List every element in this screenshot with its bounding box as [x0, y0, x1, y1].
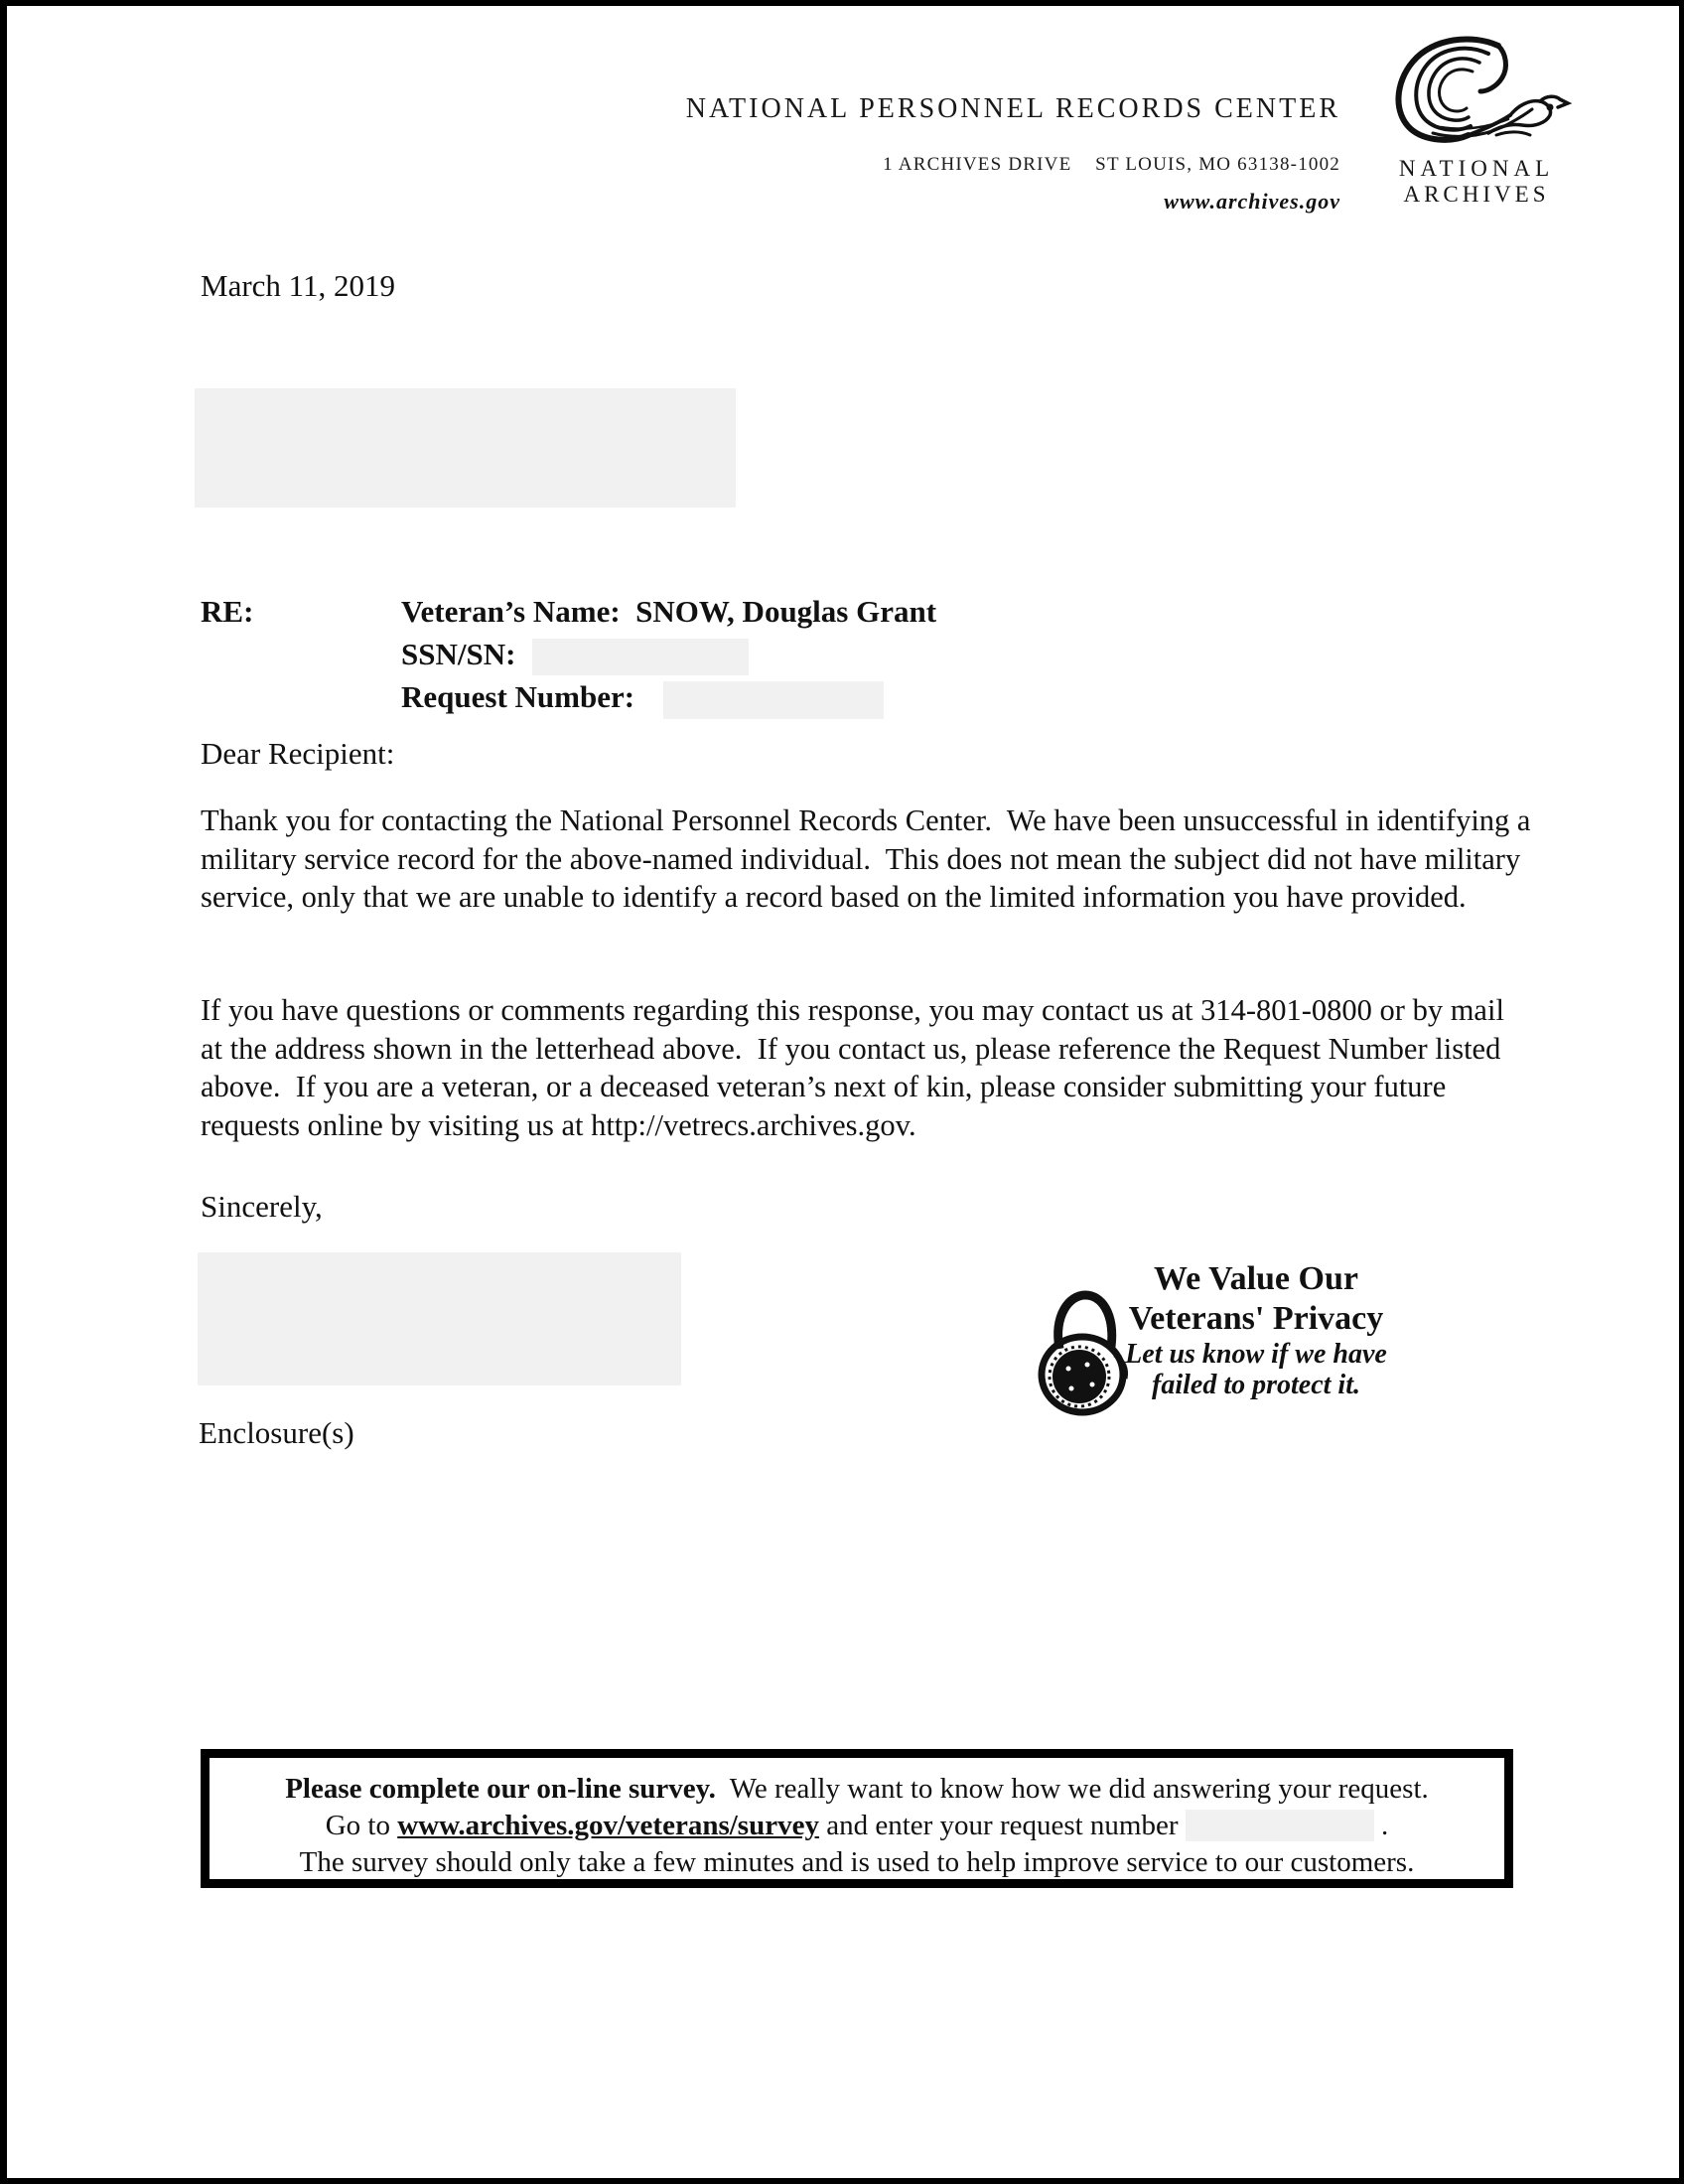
closing: Sincerely,	[201, 1189, 323, 1224]
national-archives-eagle-icon	[1381, 32, 1572, 157]
survey-box	[201, 1749, 1513, 1888]
logo-text-archives: ARCHIVES	[1403, 182, 1550, 207]
privacy-badge	[1107, 1259, 1405, 1400]
body-paragraph-1: Thank you for contacting the National Personnel Records Center. We have been unsuccessful in identifying a military service record for the above-named individual. This does not mean the subject did not have military service, only that we are unable to identify a record based on the limited information you have provided.	[201, 803, 1539, 915]
survey-line-1	[210, 1771, 1504, 1808]
survey-line-2	[210, 1808, 1504, 1844]
redaction-box-ssn	[532, 639, 749, 675]
redaction-box-signature	[198, 1252, 681, 1385]
request-number-label: Request Number:	[401, 679, 635, 714]
privacy-badge-line2: Veterans' Privacy	[1128, 1300, 1384, 1337]
redaction-box-survey-request-number	[1186, 1810, 1374, 1841]
survey-line1-bold: Please complete our on-line survey.	[285, 1773, 716, 1805]
survey-line2-period: .	[1373, 1810, 1389, 1841]
logo-text-national: NATIONAL	[1398, 156, 1555, 181]
re-label: RE:	[201, 594, 254, 629]
letterhead-address: 1 ARCHIVES DRIVE ST LOUIS, MO 63138-1002	[883, 154, 1340, 175]
survey-line2-prefix: Go to	[325, 1810, 398, 1841]
privacy-badge-line3: Let us know if we have	[1125, 1339, 1387, 1370]
redaction-box-recipient-address	[195, 388, 736, 508]
ssn-label: SSN/SN:	[401, 637, 516, 671]
privacy-badge-line1: We Value Our	[1154, 1260, 1358, 1297]
salutation: Dear Recipient:	[201, 736, 395, 771]
survey-url-link[interactable]: www.archives.gov/veterans/survey	[397, 1810, 819, 1841]
letterhead-website[interactable]: www.archives.gov	[1164, 189, 1340, 214]
survey-line1-rest: We really want to know how we did answering your request.	[715, 1773, 1429, 1805]
enclosure-note: Enclosure(s)	[199, 1415, 354, 1450]
survey-line-3: The survey should only take a few minutes and is used to help improve service to our customers.	[299, 1846, 1415, 1878]
letter-date: March 11, 2019	[201, 268, 396, 303]
letterhead-title: NATIONAL PERSONNEL RECORDS CENTER	[685, 93, 1340, 124]
body-paragraph-2: If you have questions or comments regarding this response, you may contact us at 314-801-0800 or by mail at the address shown in the letterhead above. If you contact us, please reference the Request Number listed above. If you are a veteran, or a deceased veteran’s next of kin, please consider submitting your future requests online by visiting us at http://vetrecs.archives.gov.	[201, 993, 1512, 1142]
survey-line2-middle: and enter your request number	[818, 1810, 1186, 1841]
redaction-box-request-number	[663, 681, 884, 719]
veteran-name-line: Veteran’s Name: SNOW, Douglas Grant	[401, 594, 937, 629]
privacy-badge-line4: failed to protect it.	[1152, 1370, 1360, 1400]
